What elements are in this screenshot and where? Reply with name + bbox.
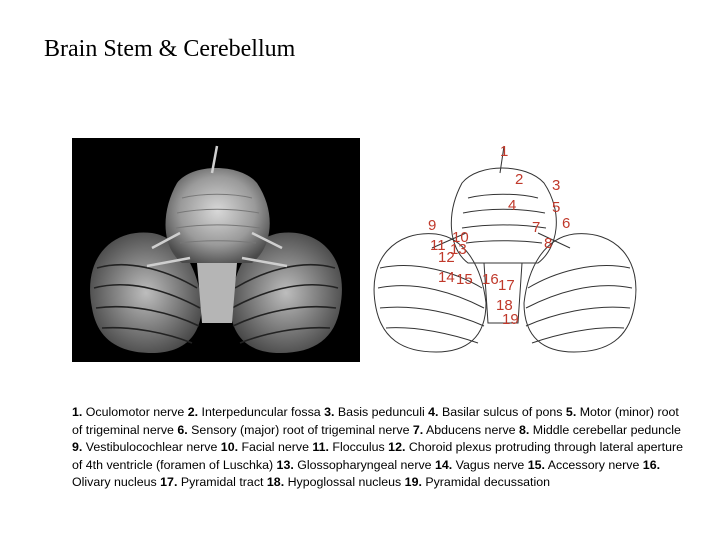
caption-text: Hypoglossal nucleus <box>284 475 405 489</box>
caption-number: 10. <box>220 440 239 454</box>
figure-label: 16 <box>482 271 499 288</box>
caption-number: 19. <box>404 475 422 489</box>
caption-text: Middle cerebellar peduncle <box>529 422 681 437</box>
caption-number: 15. <box>527 457 545 472</box>
figure-label: 17 <box>498 277 515 294</box>
figure-label: 1 <box>500 143 509 160</box>
caption-number: 8. <box>519 422 530 437</box>
caption-number: 9. <box>72 440 83 454</box>
caption-number: 4. <box>428 405 439 419</box>
caption-text: Pyramidal tract <box>177 475 267 489</box>
caption-number: 2. <box>187 405 199 419</box>
figure-label: 9 <box>428 217 437 234</box>
figure-label: 5 <box>552 199 561 216</box>
figure-label: 15 <box>456 271 473 288</box>
page-title: Brain Stem & Cerebellum <box>44 36 296 62</box>
caption-number: 12. <box>388 440 406 454</box>
caption-text: Abducens nerve <box>423 422 519 437</box>
caption-text: Facial nerve <box>238 440 313 454</box>
figure-label: 3 <box>552 177 561 194</box>
figure-label: 2 <box>515 171 524 188</box>
caption-number: 11. <box>312 440 329 454</box>
figure-label: 11 <box>430 237 446 254</box>
brainstem-drawing <box>362 138 648 362</box>
caption-number: 7. <box>412 422 424 437</box>
figure-label: 8 <box>544 235 553 252</box>
figure-label: 19 <box>502 311 519 328</box>
figure-label: 13 <box>450 241 467 258</box>
caption-text: Vestibulocochlear nerve <box>82 440 221 454</box>
caption-text: Motor (minor) root of trigeminal nerve <box>72 405 679 437</box>
brainstem-photo <box>72 138 360 362</box>
caption-text: Basilar sulcus of pons <box>438 405 566 419</box>
caption-number: 14. <box>434 457 453 472</box>
caption-text: Sensory (major) root of trigeminal nerve <box>187 422 413 437</box>
figure-label: 4 <box>508 197 517 214</box>
figure-label: 18 <box>496 297 513 314</box>
caption-text: Oculomotor nerve <box>82 405 188 419</box>
caption-number: 18. <box>266 475 285 489</box>
caption-number: 3. <box>324 405 335 419</box>
caption-text: Accessory nerve <box>545 457 643 472</box>
caption-text: Olivary nucleus <box>72 475 161 489</box>
caption-text: Choroid plexus protruding through lateral aperture of 4th ventricle (foramen of Luschka) <box>72 440 683 472</box>
caption-text: Glossopharyngeal nerve <box>293 457 435 472</box>
caption-text: Pyramidal decussation <box>421 475 551 489</box>
caption-text: Flocculus <box>328 440 389 454</box>
figure-caption <box>72 404 692 492</box>
caption-number: 16. <box>642 457 661 472</box>
figure-label: 7 <box>532 219 541 236</box>
caption-text: Vagus nerve <box>452 457 528 472</box>
caption-text: Basis pedunculi <box>334 405 429 419</box>
caption-number: 17. <box>160 475 178 489</box>
figure-label: 12 <box>438 249 455 266</box>
caption-number: 5. <box>565 405 577 419</box>
caption-number: 13. <box>276 457 294 472</box>
figure-label: 10 <box>452 229 469 246</box>
caption-text: Interpeduncular fossa <box>198 405 325 419</box>
caption-number: 1. <box>72 405 83 419</box>
figure-label: 6 <box>562 215 571 232</box>
figure-label: 14 <box>438 269 455 286</box>
caption-number: 6. <box>177 422 188 437</box>
